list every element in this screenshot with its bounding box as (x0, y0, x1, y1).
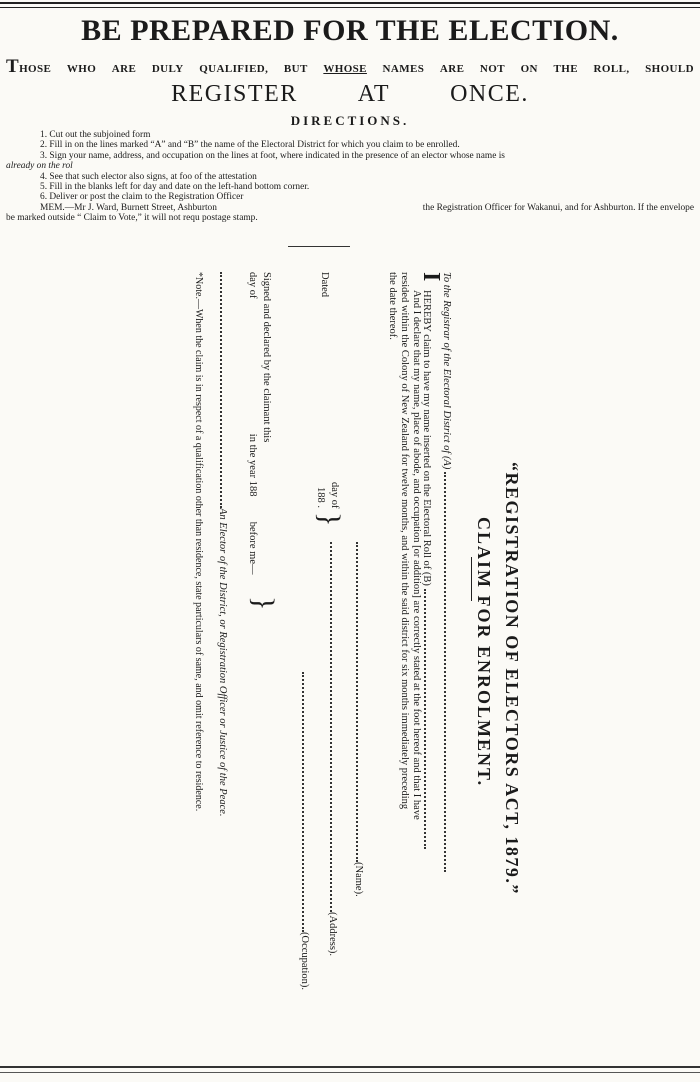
memo-left: MEM.—Mr J. Ward, Burnett Street, Ashburton (40, 202, 217, 213)
occupation-line: (Occupation). (299, 672, 312, 990)
headline: BE PREPARED FOR THE ELECTION. (81, 14, 619, 47)
form-note: *Note.—When the claim is in respect of a qualification other than residence, state particulars of same, and omit reference to residence. (193, 272, 204, 812)
elector-attestation-line: An Elector of the District, or Registration Officer or Justice of the Peace. (217, 272, 230, 817)
claim-line-1: HEREBY claim to have my name inserted on the Electoral Roll of (B) (421, 290, 434, 849)
register-at-once (0, 81, 700, 108)
claim-dropcap: I (418, 272, 444, 282)
those-line (6, 56, 694, 77)
direction-item: 5. Fill in the blanks left for day and date on the left-hand bottom corner. (40, 182, 310, 193)
claim-line-4: the date thereof. (387, 272, 398, 340)
bottom-rule-thin (0, 1072, 700, 1073)
register-word: REGISTER (171, 81, 298, 107)
address-line: (Address). (327, 542, 340, 956)
claim-line-2: And I declare that my name, place of abode, and occupation [or addition] are correctly stated at the foot hereof and that I have (411, 290, 422, 820)
those-word: NAMES (382, 63, 425, 75)
those-word: WHO (66, 63, 97, 75)
direction-item: 4. See that such elector also signs, at foo of the attestation (40, 171, 257, 182)
form-claim-title: CLAIM FOR ENROLMENT. (473, 517, 494, 787)
register-word: ONCE. (450, 81, 529, 107)
direction-item: 2. Fill in on the lines marked “A” and “B” the name of the Electoral District for which you claim to be enrolled. (40, 140, 460, 151)
direction-item: 3. Sign your name, address, and occupation on the lines at foot, where indicated in the presence of an elector whose name is (40, 150, 505, 161)
those-word: BUT (283, 63, 308, 75)
those-word: THOSE (6, 56, 52, 77)
enrolment-form-area (90, 272, 530, 1012)
dated-brace: } (313, 512, 346, 527)
day-of-label: day of (329, 482, 340, 509)
direction-item: already on the rol (6, 161, 73, 172)
directions-list (0, 130, 700, 224)
section-divider (288, 246, 350, 247)
those-word: QUALIFIED, (199, 63, 269, 75)
those-word: ROLL, (593, 63, 630, 75)
those-word: SHOULD (645, 63, 694, 75)
top-rule (0, 2, 700, 4)
enrolment-form (90, 272, 530, 1012)
top-rule-thin (0, 7, 700, 8)
those-word: DULY (151, 63, 184, 75)
bottom-rule (0, 1066, 700, 1068)
directions-title: DIRECTIONS. (290, 113, 410, 128)
memo-line (0, 203, 700, 213)
signed-line-1: Signed and declared by the claimant this (261, 272, 272, 443)
register-word: AT (357, 81, 391, 107)
those-word: NOT (479, 63, 505, 75)
direction-item: 1. Cut out the subjoined form (40, 130, 151, 140)
to-registrar-line: To the Registrar of the Electoral District of (A) (441, 272, 454, 872)
year-188-label: 188 . (315, 487, 326, 508)
memo-right: the Registration Officer for Wakanui, and for Ashburton. If the envelope (422, 202, 694, 213)
those-word: WHOSE (323, 63, 367, 75)
dated-label: Dated (319, 272, 330, 298)
those-word: ARE (111, 63, 137, 75)
name-line: (Name). (353, 542, 366, 897)
memo-last-line: be marked outside “ Claim to Vote,” it will not requ postage stamp. (6, 213, 258, 224)
those-word: ON (520, 63, 538, 75)
claim-line-3: resided within the Colony of New Zealand for twelve months, and within the said district for six months immediately preceding (399, 272, 410, 810)
direction-item: 6. Deliver or post the claim to the Registration Officer (40, 192, 244, 203)
those-word: ARE (439, 63, 465, 75)
form-act-title: “REGISTRATION OF ELECTORS ACT, 1879.” (502, 462, 522, 895)
signed-brace: } (247, 596, 280, 611)
those-word: THE (553, 63, 578, 75)
signed-line-2: day of in the year 188 before me— (247, 272, 258, 575)
